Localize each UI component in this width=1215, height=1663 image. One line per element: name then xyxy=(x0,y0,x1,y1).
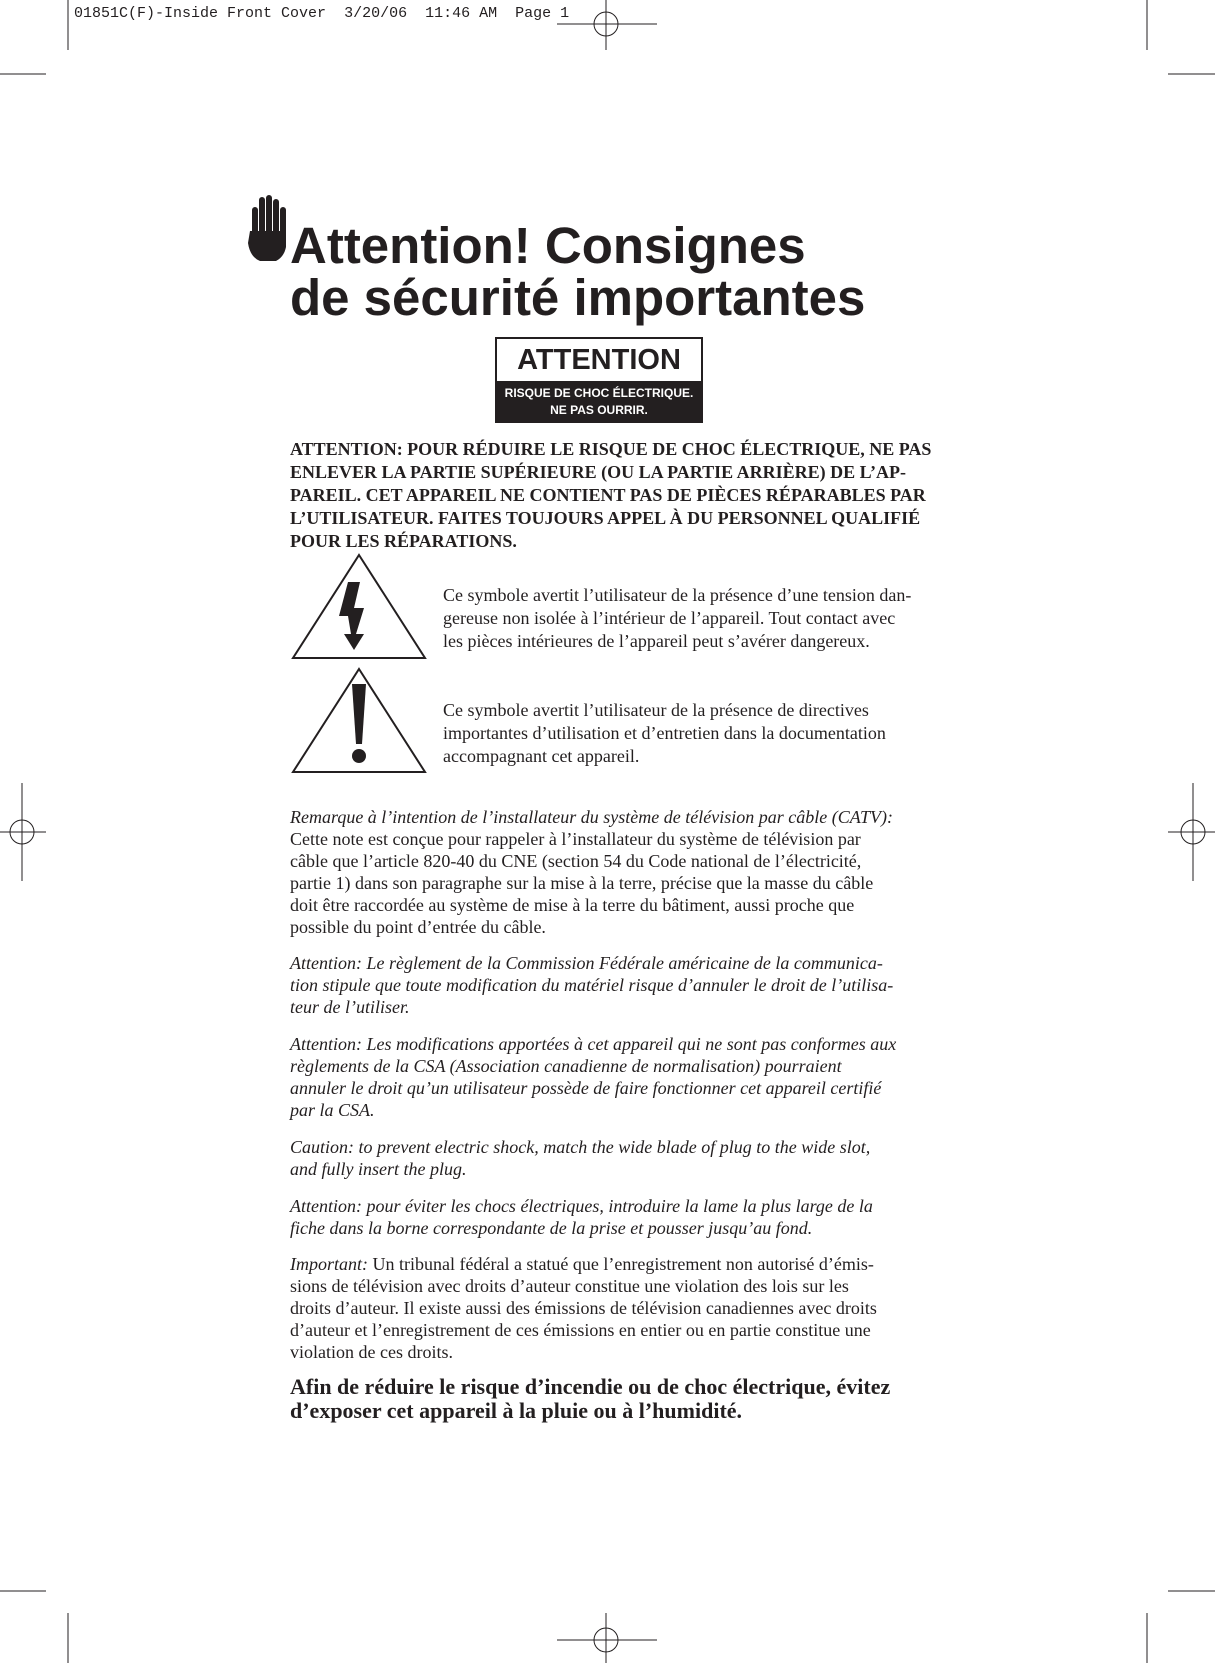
slug-date: 3/20/06 xyxy=(344,5,408,22)
hand-stop-icon xyxy=(246,195,290,265)
text-line: Afin de réduire le risque d’incendie ou de choc électrique, évitez xyxy=(290,1374,891,1399)
text-line: accompagnant cet appareil. xyxy=(443,746,640,766)
text-line: annuler le droit qu’un utilisateur possède de faire fonctionner cet appareil certifié xyxy=(290,1078,882,1098)
caution-english xyxy=(290,1136,1005,1180)
title-line-1: Attention! Consignes xyxy=(290,217,806,274)
text-line: partie 1) dans son paragraphe sur la mise à la terre, précise que la masse du câble xyxy=(290,873,874,893)
caution-french-paragraph xyxy=(290,1195,1005,1239)
lightning-symbol-row xyxy=(290,552,1010,662)
text-line: Ce symbole avertit l’utilisateur de la présence de directives xyxy=(443,700,869,720)
attention-label xyxy=(495,337,703,423)
text-line: Un tribunal fédéral a statué que l’enregistrement non autorisé d’émis- xyxy=(368,1254,874,1274)
warning-line: L’UTILISATEUR. FAITES TOUJOURS APPEL À DU PERSONNEL QUALIFIÉ xyxy=(290,508,921,528)
text-line: câble que l’article 820-40 du CNE (section 54 du Code national de l’électricité, xyxy=(290,851,862,871)
label-line-2: NE PAS OURRIR. xyxy=(550,403,648,417)
caution-french xyxy=(290,1195,1005,1239)
important-note xyxy=(290,1253,1005,1363)
text-line: Ce symbole avertit l’utilisateur de la présence d’une tension dan- xyxy=(443,585,912,605)
text-line: d’auteur et l’enregistrement de ces émissions en entier ou en partie constitue une xyxy=(290,1320,871,1340)
text-line: les pièces intérieures de l’appareil peut s’avérer dangereux. xyxy=(443,631,870,651)
label-heading: ATTENTION xyxy=(517,344,681,376)
text-line: gereuse non isolée à l’intérieur de l’appareil. Tout contact avec xyxy=(443,608,896,628)
label-body xyxy=(497,381,701,421)
text-line: importantes d’utilisation et d’entretien dans la documentation xyxy=(443,723,886,743)
caution-english-paragraph xyxy=(290,1136,1005,1180)
text-line: Attention: pour éviter les chocs électriques, introduire la lame la plus large de la xyxy=(290,1196,873,1216)
exclamation-triangle-icon xyxy=(290,666,428,774)
text-line: possible du point d’entrée du câble. xyxy=(290,917,546,937)
text-line: sions de télévision avec droits d’auteur constitue une violation des lois sur les xyxy=(290,1276,849,1296)
warning-caps xyxy=(290,438,1005,553)
important-label: Important: xyxy=(290,1254,368,1274)
text-line: Attention: Le règlement de la Commission Fédérale américaine de la communica- xyxy=(290,953,883,973)
lightning-triangle-icon xyxy=(290,552,428,660)
text-line: fiche dans la borne correspondante de la prise et pousser jusqu’au fond. xyxy=(290,1218,813,1238)
final-warning xyxy=(290,1375,1005,1423)
warning-line: PAREIL. CET APPAREIL NE CONTIENT PAS DE PIÈCES RÉPARABLES PAR xyxy=(290,485,926,505)
final-warning-paragraph xyxy=(290,1375,1005,1423)
label-line-1: RISQUE DE CHOC ÉLECTRIQUE. xyxy=(504,386,694,400)
text-line: violation de ces droits. xyxy=(290,1342,453,1362)
text-line: règlements de la CSA (Association canadienne de normalisation) pourraient xyxy=(290,1056,842,1076)
warning-line: POUR LES RÉPARATIONS. xyxy=(290,531,517,551)
page-title xyxy=(290,217,866,326)
text-line: tion stipule que toute modification du matériel risque d’annuler le droit de l’utilisa- xyxy=(290,975,894,995)
fcc-paragraph xyxy=(290,952,1005,1018)
title-line-2: de sécurité importantes xyxy=(290,269,866,326)
catv-paragraph xyxy=(290,806,1005,938)
text-line: d’exposer cet appareil à la pluie ou à l’humidité. xyxy=(290,1398,743,1423)
text-line: and fully insert the plug. xyxy=(290,1159,467,1179)
text-line: Cette note est conçue pour rappeler à l’installateur du système de télévision par xyxy=(290,829,861,849)
text-line: Caution: to prevent electric shock, match the wide blade of plug to the wide slot, xyxy=(290,1137,871,1157)
csa-note xyxy=(290,1033,1005,1121)
exclamation-description xyxy=(443,699,1008,768)
lightning-description xyxy=(443,584,1008,653)
warning-line: ENLEVER LA PARTIE SUPÉRIEURE (OU LA PARTIE ARRIÈRE) DE L’AP- xyxy=(290,462,906,482)
csa-paragraph xyxy=(290,1033,1005,1121)
text-line: Attention: Les modifications apportées à cet appareil qui ne sont pas conformes aux xyxy=(290,1034,897,1054)
warning-line: ATTENTION: POUR RÉDUIRE LE RISQUE DE CHOC ÉLECTRIQUE, NE PAS xyxy=(290,439,932,459)
exclamation-symbol-row xyxy=(290,666,1010,776)
slug-file: 01851C(F)-Inside Front Cover xyxy=(74,5,327,22)
slug-time: 11:46 AM xyxy=(425,5,498,22)
fcc-note xyxy=(290,952,1005,1018)
text-line: droits d’auteur. Il existe aussi des émissions de télévision canadiennes avec droits xyxy=(290,1298,877,1318)
text-line: par la CSA. xyxy=(290,1100,375,1120)
important-paragraph xyxy=(290,1253,1005,1363)
catv-note xyxy=(290,806,1005,938)
catv-heading: Remarque à l’intention de l’installateur du système de télévision par câble (CATV): xyxy=(290,807,894,827)
text-line: doit être raccordée au système de mise à la terre du bâtiment, aussi proche que xyxy=(290,895,855,915)
slug-page: Page 1 xyxy=(515,5,570,22)
text-line: teur de l’utiliser. xyxy=(290,997,410,1017)
